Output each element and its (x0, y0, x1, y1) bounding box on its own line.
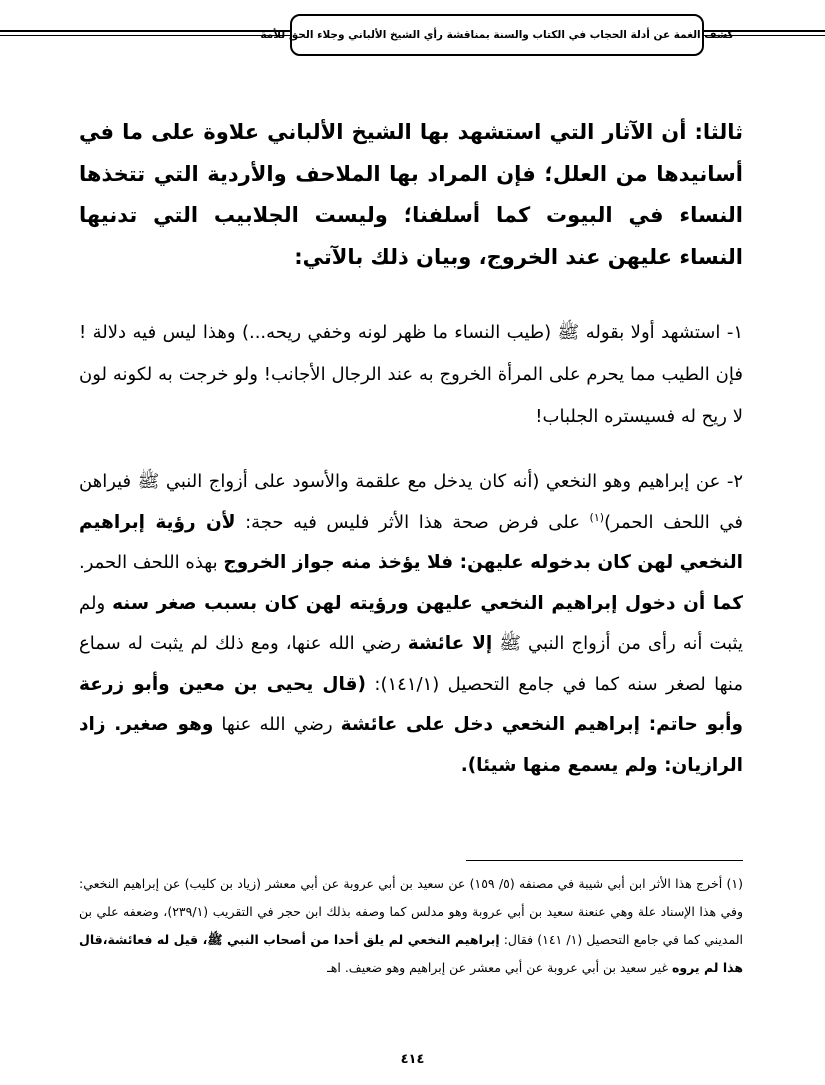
page-number: ٤١٤ (400, 1052, 425, 1067)
footnote-1 (79, 870, 743, 982)
item-2-text: بهذه اللحف الحمر. (79, 552, 224, 573)
item-2-bold-text: كما أن دخول إبراهيم النخعي عليهن ورؤيته لهن كان بسبب صغر سنه (112, 592, 744, 614)
item-2-text: رضي الله عنها (213, 714, 341, 735)
item-2-text: على فرض صحة هذا الأثر فليس فيه حجة: (235, 511, 590, 533)
item-2-bold-text: إلا عائشة (407, 633, 493, 654)
running-header (260, 14, 734, 56)
item-2-bold-text: لأن رؤية إبراهيم النخعي لهن كان بدخوله عليهن: فلا يؤخذ منه جواز الخروج (79, 511, 743, 573)
footnote-text: غير سعيد بن أبي عروبة عن أبي معشر عن إبراهيم وهو ضعيف. اهـ (327, 960, 672, 975)
item-2-bold-text: وهو صغير. زاد الرازيان: ولم يسمع منها شيئا). (79, 714, 743, 776)
footnote-text: (١) أخرج هذا الأثر ابن أبي شيبة في مصنفه (٥/ ١٥٩) عن سعيد بن أبي عروبة عن أبي معشر (زياد بن كليب) عن إبراهيم النخعي: وفي هذا الإسناد علة وهي عنعنة سعيد بن أبي عروبة وهو مدلس كما وصفه بذلك ابن حجر في التقريب (٢٣٩/١)، وضعفه علي بن المديني كما في جامع التحصيل (١/ ١٤١) فقال: (79, 876, 744, 947)
footnote-bold-text: إبراهيم النخعي لم يلق أحدا من أصحاب النبي ﷺ، قيل له فعائشة،قال هذا لم يروه (79, 932, 743, 975)
item-2-bold-text: (قال يحيى بن معين وأبو زرعة وأبو حاتم: إبراهيم النخعي دخل على عائشة (79, 673, 743, 735)
item-2-quote: ٢- عن إبراهيم وهو النخعي (أنه كان يدخل مع علقمة والأسود على أزواج النبي ﷺ فيراهن في اللحف الحمر) (79, 471, 743, 533)
paragraph-item-2 (79, 462, 743, 786)
item-2-text: ولم يثبت أنه رأى من أزواج النبي ﷺ (79, 592, 743, 654)
paragraph-item-1: ١- استشهد أولا بقوله ﷺ (طيب النساء ما ظهر لونه وخفي ريحه...) وهذا ليس فيه دلالة ! فإن الطيب مما يحرم على المرأة الخروج به عند الرجال الأجانب! ولو خرجت به لكونه لون لا ريح له فسيستره الجلباب! (79, 322, 743, 427)
footnote-reference[interactable]: (١) (589, 510, 605, 524)
footnote-separator (466, 860, 743, 861)
paragraph-third-point: ثالثا: أن الآثار التي استشهد بها الشيخ الألباني علاوة على ما في أسانيدها من العلل؛ فإن المراد بها الملاحف والأردية التي تتخذها النساء في البيوت كما أسلفنا؛ وليست الجلابيب التي تدنيها النساء عليهن عند الخروج، وبيان ذلك بالآتي: (79, 120, 743, 269)
running-header-title: كشف الغمة عن أدلة الحجاب في الكتاب والسنة بمناقشة رأي الشيخ الألباني وجلاء الحق للأمة (260, 29, 734, 41)
item-2-text: رضي الله عنها، ومع ذلك لم يثبت له سماع منها لصغر سنه كما في جامع التحصيل (١٤١/١): (79, 633, 743, 695)
